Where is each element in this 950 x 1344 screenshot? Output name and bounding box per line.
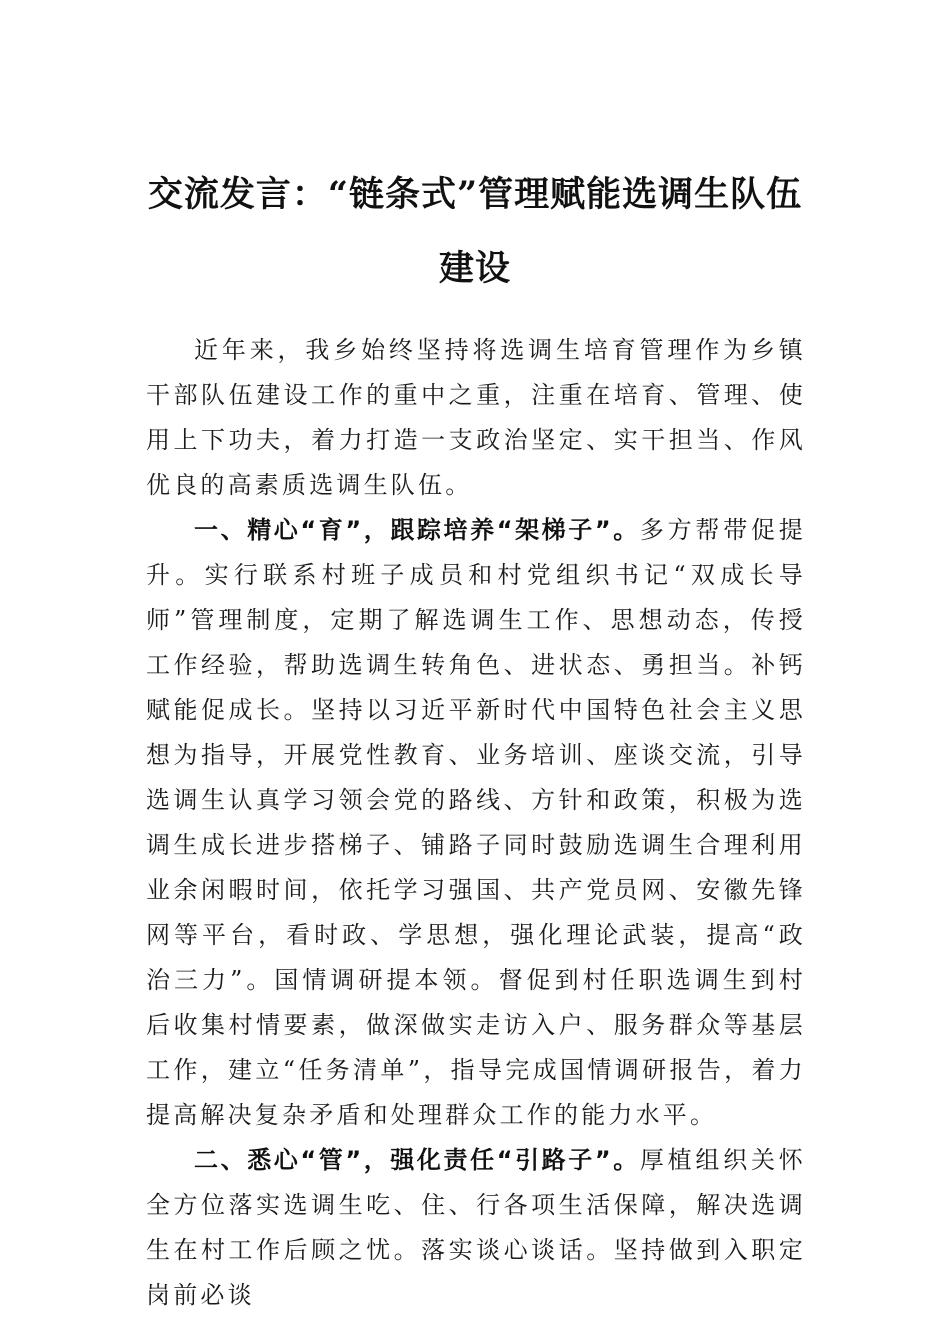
section-1-paragraph — [146, 508, 806, 1138]
intro-paragraph: 近年来，我乡始终坚持将选调生培育管理作为乡镇干部队伍建设工作的重中之重，注重在培育、管理、使用上下功夫，着力打造一支政治坚定、实干担当、作风优良的高素质选调生队伍。 — [146, 336, 806, 499]
section-2-paragraph — [146, 1138, 806, 1318]
section-2-heading: 二、悉心“管”，强化责任“引路子”。 — [194, 1146, 640, 1174]
document-body — [146, 328, 806, 1318]
document-title: 交流发言：“链条式”管理赋能选调生队伍建设 — [147, 174, 803, 289]
section-1-text: 多方帮带促提升。实行联系村班子成员和村党组织书记“双成长导师”管理制度，定期了解选调生工作、思想动态，传授工作经验，帮助选调生转角色、进状态、勇担当。补钙赋能促成长。坚持以习近平新时代中国特色社会主义思想为指导，开展党性教育、业务培训、座谈交流，引导选调生认真学习领会党的路线、方针和政策，积极为选调生成长进步搭梯子、铺路子同时鼓励选调生合理利用业余闲暇时间，依托学习强国、共产党员网、安徽先锋网等平台，看时政、学思想，强化理论武装，提高“政治三力”。国情调研提本领。督促到村任职选调生到村后收集村情要素，做深做实走访入户、服务群众等基层工作，建立“任务清单”，指导完成国情调研报告，着力提高解决复杂矛盾和处理群众工作的能力水平。 — [146, 516, 807, 1129]
section-1-heading: 一、精心“育”，跟踪培养“架梯子”。 — [194, 516, 640, 544]
section-2-text: 厚植组织关怀全方位落实选调生吃、住、行各项生活保障，解决选调生在村工作后顾之忧。落实谈心谈话。坚持做到入职定岗前必谈 — [146, 1146, 807, 1309]
